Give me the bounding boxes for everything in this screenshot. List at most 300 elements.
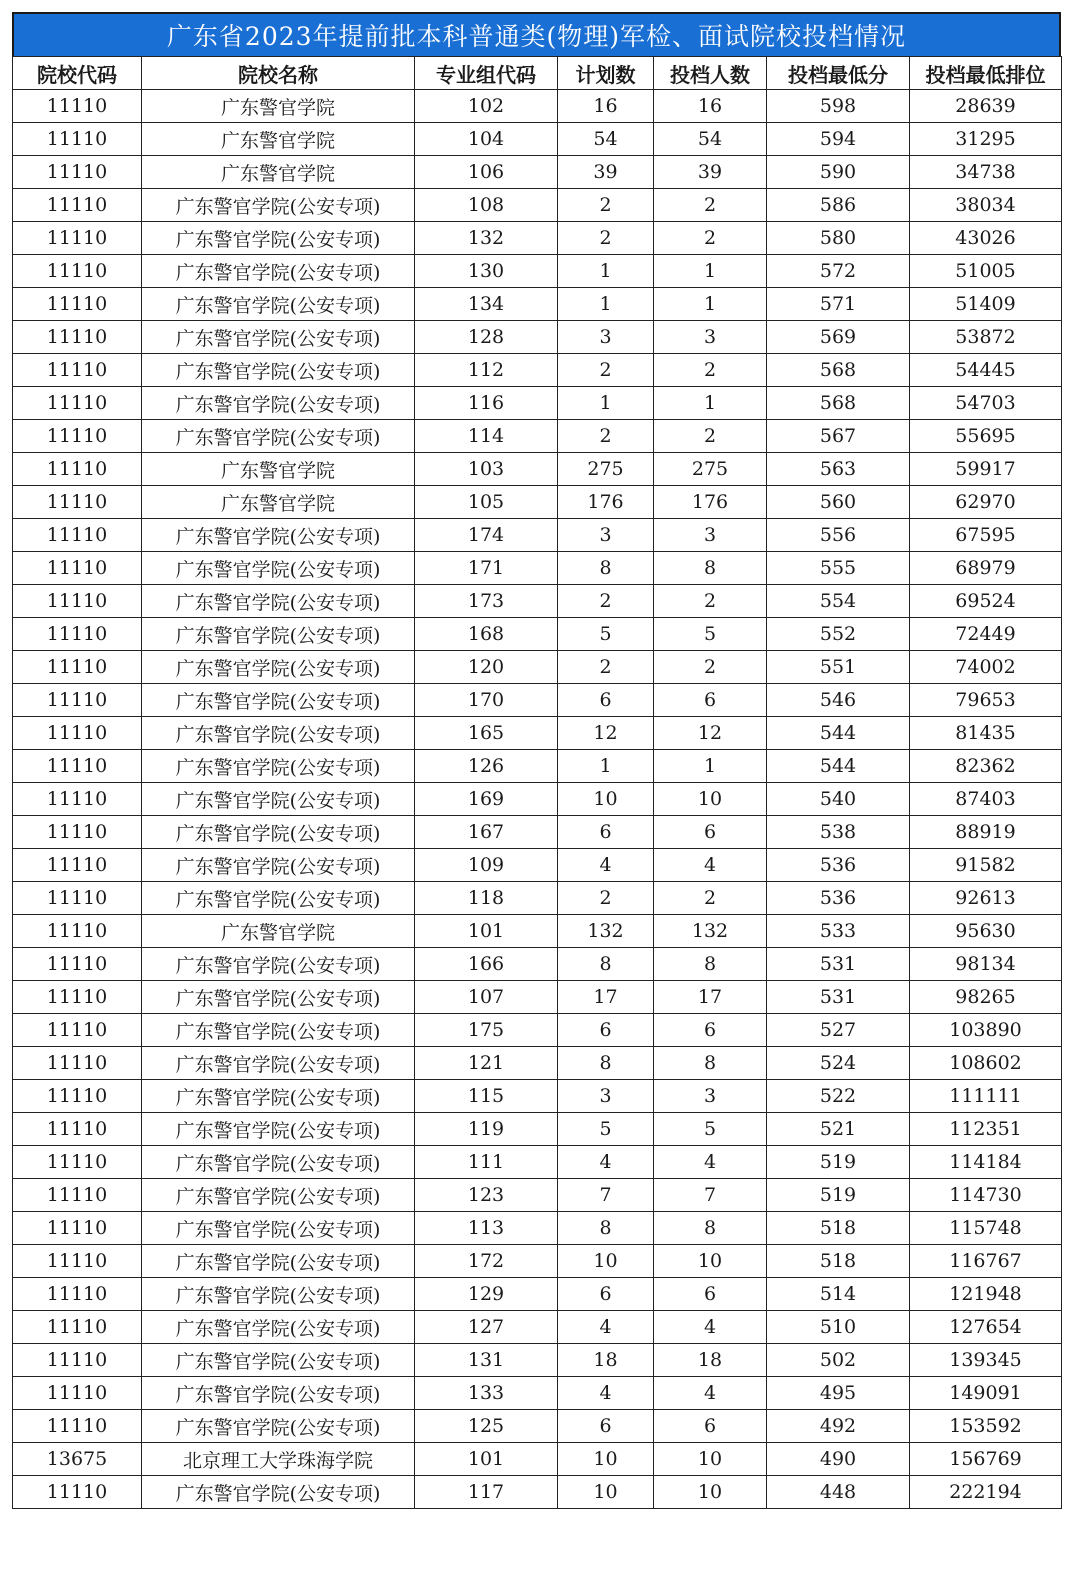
cell-school-name: 广东警官学院(公安专项): [142, 255, 415, 288]
cell-min-score: 563: [767, 453, 910, 486]
table-row: [13, 1377, 1062, 1410]
cell-group-code: 128: [415, 321, 558, 354]
cell-school-name: 广东警官学院(公安专项): [142, 1080, 415, 1113]
cell-min-score: 502: [767, 1344, 910, 1377]
cell-admitted-count: 8: [654, 948, 767, 981]
cell-school-code: 11110: [13, 1410, 142, 1443]
table-row: [13, 90, 1062, 123]
cell-group-code: 169: [415, 783, 558, 816]
cell-school-code: 11110: [13, 486, 142, 519]
table-row: [13, 156, 1062, 189]
cell-admitted-count: 10: [654, 1443, 767, 1476]
cell-min-score: 556: [767, 519, 910, 552]
cell-plan-count: 1: [558, 387, 654, 420]
cell-min-rank: 34738: [910, 156, 1062, 189]
cell-min-rank: 156769: [910, 1443, 1062, 1476]
cell-admitted-count: 2: [654, 354, 767, 387]
cell-admitted-count: 1: [654, 750, 767, 783]
cell-plan-count: 3: [558, 519, 654, 552]
cell-plan-count: 2: [558, 420, 654, 453]
cell-min-score: 510: [767, 1311, 910, 1344]
admission-table: [12, 56, 1062, 1509]
cell-min-rank: 121948: [910, 1278, 1062, 1311]
cell-school-name: 广东警官学院(公安专项): [142, 1146, 415, 1179]
cell-school-code: 11110: [13, 1212, 142, 1245]
cell-plan-count: 1: [558, 255, 654, 288]
cell-school-code: 11110: [13, 354, 142, 387]
cell-school-name: 北京理工大学珠海学院: [142, 1443, 415, 1476]
cell-group-code: 129: [415, 1278, 558, 1311]
cell-min-rank: 95630: [910, 915, 1062, 948]
cell-min-rank: 153592: [910, 1410, 1062, 1443]
cell-plan-count: 176: [558, 486, 654, 519]
cell-min-score: 568: [767, 387, 910, 420]
cell-admitted-count: 2: [654, 882, 767, 915]
cell-min-rank: 127654: [910, 1311, 1062, 1344]
table-body: [13, 90, 1062, 1509]
cell-min-score: 569: [767, 321, 910, 354]
cell-admitted-count: 16: [654, 90, 767, 123]
cell-admitted-count: 8: [654, 1047, 767, 1080]
cell-group-code: 113: [415, 1212, 558, 1245]
cell-school-code: 11110: [13, 123, 142, 156]
cell-min-rank: 74002: [910, 651, 1062, 684]
cell-group-code: 171: [415, 552, 558, 585]
cell-admitted-count: 39: [654, 156, 767, 189]
cell-min-rank: 59917: [910, 453, 1062, 486]
cell-min-rank: 81435: [910, 717, 1062, 750]
cell-admitted-count: 1: [654, 387, 767, 420]
cell-min-score: 560: [767, 486, 910, 519]
cell-plan-count: 7: [558, 1179, 654, 1212]
cell-min-score: 567: [767, 420, 910, 453]
cell-min-rank: 31295: [910, 123, 1062, 156]
cell-group-code: 115: [415, 1080, 558, 1113]
cell-group-code: 130: [415, 255, 558, 288]
cell-min-rank: 91582: [910, 849, 1062, 882]
cell-school-code: 11110: [13, 1278, 142, 1311]
cell-group-code: 165: [415, 717, 558, 750]
cell-plan-count: 8: [558, 552, 654, 585]
cell-plan-count: 8: [558, 1047, 654, 1080]
cell-school-code: 11110: [13, 1377, 142, 1410]
table-row: [13, 618, 1062, 651]
cell-admitted-count: 4: [654, 1311, 767, 1344]
cell-min-score: 531: [767, 981, 910, 1014]
cell-admitted-count: 17: [654, 981, 767, 1014]
cell-school-code: 11110: [13, 1179, 142, 1212]
cell-school-name: 广东警官学院(公安专项): [142, 321, 415, 354]
cell-min-rank: 98265: [910, 981, 1062, 1014]
cell-admitted-count: 10: [654, 1245, 767, 1278]
cell-admitted-count: 6: [654, 816, 767, 849]
cell-plan-count: 1: [558, 288, 654, 321]
cell-school-code: 11110: [13, 1080, 142, 1113]
cell-min-score: 571: [767, 288, 910, 321]
table-row: [13, 981, 1062, 1014]
cell-group-code: 166: [415, 948, 558, 981]
cell-min-score: 552: [767, 618, 910, 651]
cell-plan-count: 6: [558, 1278, 654, 1311]
cell-group-code: 118: [415, 882, 558, 915]
table-row: [13, 288, 1062, 321]
cell-plan-count: 16: [558, 90, 654, 123]
cell-group-code: 175: [415, 1014, 558, 1047]
cell-min-rank: 98134: [910, 948, 1062, 981]
cell-school-name: 广东警官学院(公安专项): [142, 651, 415, 684]
cell-school-name: 广东警官学院(公安专项): [142, 1278, 415, 1311]
table-row: [13, 486, 1062, 519]
cell-group-code: 121: [415, 1047, 558, 1080]
cell-school-code: 13675: [13, 1443, 142, 1476]
cell-min-rank: 43026: [910, 222, 1062, 255]
cell-min-score: 568: [767, 354, 910, 387]
cell-school-code: 11110: [13, 816, 142, 849]
table-row: [13, 255, 1062, 288]
cell-plan-count: 6: [558, 1014, 654, 1047]
cell-min-score: 590: [767, 156, 910, 189]
cell-school-name: 广东警官学院: [142, 156, 415, 189]
table-row: [13, 1245, 1062, 1278]
cell-admitted-count: 132: [654, 915, 767, 948]
cell-min-rank: 79653: [910, 684, 1062, 717]
cell-min-rank: 53872: [910, 321, 1062, 354]
table-row: [13, 1080, 1062, 1113]
cell-min-rank: 139345: [910, 1344, 1062, 1377]
cell-min-score: 518: [767, 1212, 910, 1245]
cell-school-code: 11110: [13, 321, 142, 354]
cell-plan-count: 39: [558, 156, 654, 189]
table-row: [13, 750, 1062, 783]
cell-school-name: 广东警官学院(公安专项): [142, 1113, 415, 1146]
cell-school-code: 11110: [13, 981, 142, 1014]
cell-min-score: 519: [767, 1146, 910, 1179]
table-row: [13, 1410, 1062, 1443]
cell-min-score: 551: [767, 651, 910, 684]
cell-min-score: 519: [767, 1179, 910, 1212]
cell-school-code: 11110: [13, 684, 142, 717]
cell-school-code: 11110: [13, 1014, 142, 1047]
cell-group-code: 103: [415, 453, 558, 486]
cell-plan-count: 275: [558, 453, 654, 486]
cell-school-code: 11110: [13, 1311, 142, 1344]
cell-school-name: 广东警官学院(公安专项): [142, 1212, 415, 1245]
cell-plan-count: 4: [558, 1377, 654, 1410]
cell-admitted-count: 1: [654, 255, 767, 288]
cell-admitted-count: 5: [654, 1113, 767, 1146]
cell-min-score: 448: [767, 1476, 910, 1509]
cell-school-code: 11110: [13, 1245, 142, 1278]
cell-admitted-count: 10: [654, 783, 767, 816]
table-row: [13, 189, 1062, 222]
cell-group-code: 134: [415, 288, 558, 321]
header-min-score: 投档最低分: [767, 57, 910, 90]
cell-school-code: 11110: [13, 618, 142, 651]
table-row: [13, 552, 1062, 585]
cell-school-name: 广东警官学院(公安专项): [142, 618, 415, 651]
admission-table-container: [12, 12, 1061, 1509]
cell-school-name: 广东警官学院(公安专项): [142, 1245, 415, 1278]
cell-admitted-count: 2: [654, 189, 767, 222]
cell-min-rank: 54445: [910, 354, 1062, 387]
cell-plan-count: 2: [558, 222, 654, 255]
header-school-name: 院校名称: [142, 57, 415, 90]
table-row: [13, 1179, 1062, 1212]
cell-min-score: 492: [767, 1410, 910, 1443]
cell-min-rank: 62970: [910, 486, 1062, 519]
cell-school-name: 广东警官学院(公安专项): [142, 420, 415, 453]
cell-admitted-count: 1: [654, 288, 767, 321]
cell-min-score: 546: [767, 684, 910, 717]
cell-school-code: 11110: [13, 420, 142, 453]
cell-school-name: 广东警官学院(公安专项): [142, 783, 415, 816]
cell-school-name: 广东警官学院(公安专项): [142, 750, 415, 783]
cell-admitted-count: 8: [654, 552, 767, 585]
cell-plan-count: 18: [558, 1344, 654, 1377]
table-row: [13, 1311, 1062, 1344]
cell-school-code: 11110: [13, 1113, 142, 1146]
cell-admitted-count: 2: [654, 585, 767, 618]
header-admitted-count: 投档人数: [654, 57, 767, 90]
table-row: [13, 882, 1062, 915]
cell-group-code: 131: [415, 1344, 558, 1377]
cell-min-score: 527: [767, 1014, 910, 1047]
cell-plan-count: 6: [558, 684, 654, 717]
cell-admitted-count: 6: [654, 1014, 767, 1047]
cell-min-score: 598: [767, 90, 910, 123]
table-row: [13, 585, 1062, 618]
cell-min-rank: 112351: [910, 1113, 1062, 1146]
cell-school-code: 11110: [13, 915, 142, 948]
cell-school-name: 广东警官学院(公安专项): [142, 1179, 415, 1212]
cell-group-code: 125: [415, 1410, 558, 1443]
cell-min-rank: 111111: [910, 1080, 1062, 1113]
cell-min-rank: 149091: [910, 1377, 1062, 1410]
cell-school-code: 11110: [13, 750, 142, 783]
table-row: [13, 1047, 1062, 1080]
cell-plan-count: 1: [558, 750, 654, 783]
cell-min-rank: 114184: [910, 1146, 1062, 1179]
cell-admitted-count: 4: [654, 1377, 767, 1410]
cell-min-score: 522: [767, 1080, 910, 1113]
cell-school-code: 11110: [13, 783, 142, 816]
table-row: [13, 222, 1062, 255]
cell-min-score: 538: [767, 816, 910, 849]
cell-admitted-count: 3: [654, 1080, 767, 1113]
cell-admitted-count: 4: [654, 1146, 767, 1179]
cell-min-score: 555: [767, 552, 910, 585]
cell-min-rank: 108602: [910, 1047, 1062, 1080]
cell-school-name: 广东警官学院: [142, 486, 415, 519]
cell-admitted-count: 10: [654, 1476, 767, 1509]
cell-min-rank: 115748: [910, 1212, 1062, 1245]
cell-admitted-count: 2: [654, 420, 767, 453]
cell-school-code: 11110: [13, 156, 142, 189]
cell-plan-count: 2: [558, 189, 654, 222]
cell-min-rank: 28639: [910, 90, 1062, 123]
cell-school-name: 广东警官学院(公安专项): [142, 552, 415, 585]
cell-admitted-count: 4: [654, 849, 767, 882]
cell-min-rank: 92613: [910, 882, 1062, 915]
cell-school-name: 广东警官学院(公安专项): [142, 1410, 415, 1443]
cell-group-code: 101: [415, 1443, 558, 1476]
cell-plan-count: 8: [558, 948, 654, 981]
cell-admitted-count: 6: [654, 684, 767, 717]
cell-school-name: 广东警官学院: [142, 90, 415, 123]
cell-group-code: 105: [415, 486, 558, 519]
cell-plan-count: 2: [558, 354, 654, 387]
cell-group-code: 114: [415, 420, 558, 453]
cell-group-code: 172: [415, 1245, 558, 1278]
cell-school-name: 广东警官学院(公安专项): [142, 981, 415, 1014]
cell-school-code: 11110: [13, 453, 142, 486]
cell-school-name: 广东警官学院(公安专项): [142, 1014, 415, 1047]
table-row: [13, 816, 1062, 849]
table-row: [13, 1146, 1062, 1179]
cell-plan-count: 5: [558, 618, 654, 651]
cell-plan-count: 17: [558, 981, 654, 1014]
cell-school-name: 广东警官学院: [142, 123, 415, 156]
cell-plan-count: 54: [558, 123, 654, 156]
cell-min-score: 531: [767, 948, 910, 981]
cell-min-score: 490: [767, 1443, 910, 1476]
cell-admitted-count: 5: [654, 618, 767, 651]
table-row: [13, 354, 1062, 387]
header-group-code: 专业组代码: [415, 57, 558, 90]
cell-min-rank: 69524: [910, 585, 1062, 618]
cell-group-code: 123: [415, 1179, 558, 1212]
cell-plan-count: 4: [558, 849, 654, 882]
cell-plan-count: 6: [558, 1410, 654, 1443]
cell-school-name: 广东警官学院(公安专项): [142, 1047, 415, 1080]
table-row: [13, 453, 1062, 486]
header-plan-count: 计划数: [558, 57, 654, 90]
cell-min-rank: 38034: [910, 189, 1062, 222]
table-row: [13, 1014, 1062, 1047]
cell-min-score: 580: [767, 222, 910, 255]
cell-group-code: 111: [415, 1146, 558, 1179]
cell-admitted-count: 12: [654, 717, 767, 750]
cell-school-name: 广东警官学院(公安专项): [142, 222, 415, 255]
cell-min-score: 536: [767, 882, 910, 915]
cell-school-name: 广东警官学院(公安专项): [142, 288, 415, 321]
cell-group-code: 120: [415, 651, 558, 684]
cell-min-score: 544: [767, 717, 910, 750]
cell-min-rank: 103890: [910, 1014, 1062, 1047]
cell-group-code: 101: [415, 915, 558, 948]
cell-plan-count: 6: [558, 816, 654, 849]
cell-admitted-count: 7: [654, 1179, 767, 1212]
cell-group-code: 174: [415, 519, 558, 552]
cell-school-name: 广东警官学院(公安专项): [142, 684, 415, 717]
cell-school-code: 11110: [13, 1476, 142, 1509]
cell-school-name: 广东警官学院(公安专项): [142, 948, 415, 981]
cell-group-code: 126: [415, 750, 558, 783]
cell-group-code: 119: [415, 1113, 558, 1146]
cell-school-name: 广东警官学院(公安专项): [142, 189, 415, 222]
cell-school-code: 11110: [13, 585, 142, 618]
cell-group-code: 167: [415, 816, 558, 849]
table-row: [13, 1443, 1062, 1476]
cell-min-rank: 222194: [910, 1476, 1062, 1509]
cell-school-code: 11110: [13, 849, 142, 882]
cell-school-name: 广东警官学院(公安专项): [142, 882, 415, 915]
cell-plan-count: 2: [558, 882, 654, 915]
cell-school-name: 广东警官学院(公安专项): [142, 585, 415, 618]
table-row: [13, 915, 1062, 948]
cell-min-rank: 55695: [910, 420, 1062, 453]
cell-school-code: 11110: [13, 90, 142, 123]
cell-min-score: 554: [767, 585, 910, 618]
cell-admitted-count: 6: [654, 1410, 767, 1443]
cell-group-code: 104: [415, 123, 558, 156]
cell-admitted-count: 18: [654, 1344, 767, 1377]
cell-min-score: 536: [767, 849, 910, 882]
table-row: [13, 420, 1062, 453]
cell-min-score: 518: [767, 1245, 910, 1278]
cell-school-code: 11110: [13, 1047, 142, 1080]
cell-min-rank: 54703: [910, 387, 1062, 420]
cell-plan-count: 12: [558, 717, 654, 750]
cell-school-code: 11110: [13, 948, 142, 981]
cell-min-rank: 68979: [910, 552, 1062, 585]
cell-min-score: 544: [767, 750, 910, 783]
cell-school-code: 11110: [13, 519, 142, 552]
cell-min-rank: 72449: [910, 618, 1062, 651]
cell-min-rank: 87403: [910, 783, 1062, 816]
table-row: [13, 651, 1062, 684]
cell-school-name: 广东警官学院: [142, 915, 415, 948]
cell-school-name: 广东警官学院(公安专项): [142, 1344, 415, 1377]
cell-admitted-count: 6: [654, 1278, 767, 1311]
cell-min-rank: 67595: [910, 519, 1062, 552]
cell-plan-count: 4: [558, 1146, 654, 1179]
cell-plan-count: 8: [558, 1212, 654, 1245]
cell-min-rank: 82362: [910, 750, 1062, 783]
cell-school-name: 广东警官学院(公安专项): [142, 519, 415, 552]
cell-admitted-count: 54: [654, 123, 767, 156]
header-school-code: 院校代码: [13, 57, 142, 90]
cell-group-code: 168: [415, 618, 558, 651]
cell-min-score: 495: [767, 1377, 910, 1410]
cell-plan-count: 10: [558, 783, 654, 816]
cell-school-name: 广东警官学院(公安专项): [142, 1377, 415, 1410]
cell-plan-count: 5: [558, 1113, 654, 1146]
cell-min-score: 524: [767, 1047, 910, 1080]
table-row: [13, 717, 1062, 750]
cell-plan-count: 10: [558, 1443, 654, 1476]
table-row: [13, 1476, 1062, 1509]
cell-plan-count: 10: [558, 1245, 654, 1278]
cell-school-name: 广东警官学院(公安专项): [142, 1476, 415, 1509]
cell-school-code: 11110: [13, 387, 142, 420]
table-row: [13, 1113, 1062, 1146]
cell-school-code: 11110: [13, 222, 142, 255]
table-row: [13, 849, 1062, 882]
cell-school-name: 广东警官学院(公安专项): [142, 849, 415, 882]
cell-min-rank: 88919: [910, 816, 1062, 849]
cell-group-code: 133: [415, 1377, 558, 1410]
header-row: [13, 57, 1062, 90]
cell-admitted-count: 2: [654, 651, 767, 684]
cell-min-score: 572: [767, 255, 910, 288]
cell-school-code: 11110: [13, 1344, 142, 1377]
cell-min-score: 514: [767, 1278, 910, 1311]
cell-min-rank: 51409: [910, 288, 1062, 321]
cell-group-code: 112: [415, 354, 558, 387]
cell-min-score: 533: [767, 915, 910, 948]
cell-admitted-count: 3: [654, 519, 767, 552]
